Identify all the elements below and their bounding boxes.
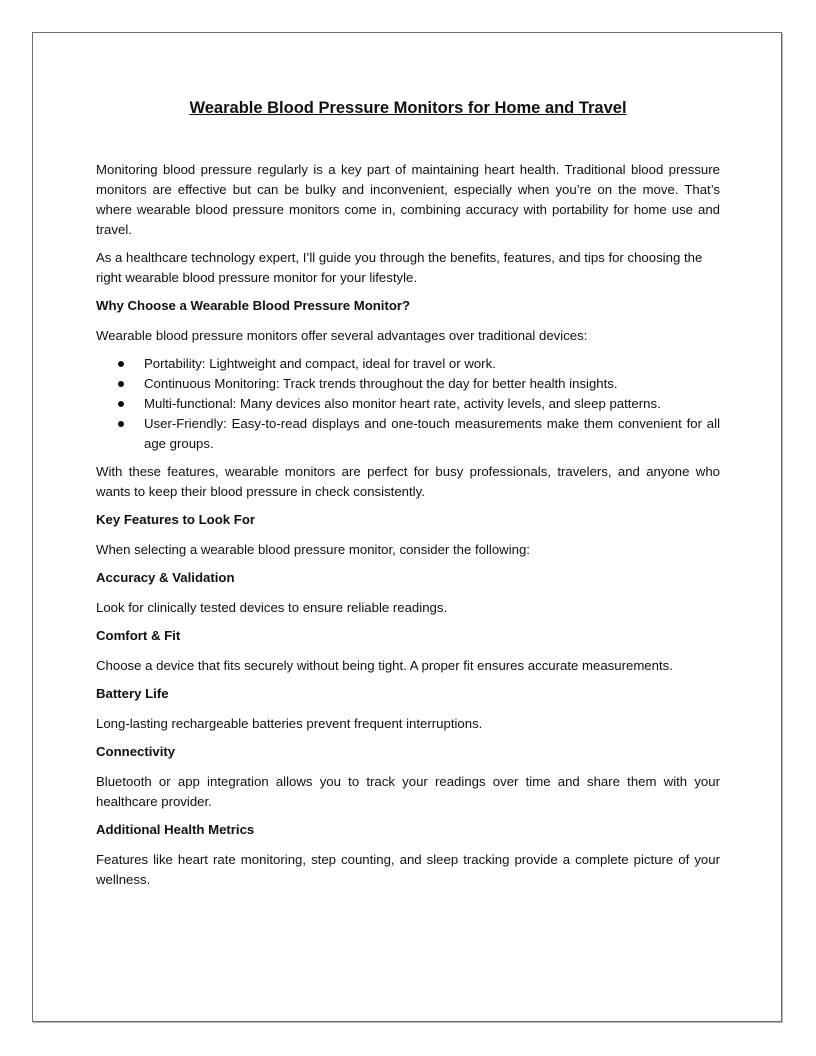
feature-heading-accuracy: Accuracy & Validation: [96, 570, 235, 585]
feature-text-battery: Long-lasting rechargeable batteries prevent frequent interruptions.: [96, 716, 483, 731]
bullet-icon: [118, 421, 124, 427]
feature-heading-health-metrics: Additional Health Metrics: [96, 822, 255, 837]
list-item: [96, 414, 720, 454]
feature-text-health-metrics: Features like heart rate monitoring, step counting, and sleep tracking provide a complete picture of your wellness.: [96, 852, 720, 887]
feature-heading-connectivity: Connectivity: [96, 744, 176, 759]
list-item: [96, 374, 720, 394]
feature-text-accuracy: Look for clinically tested devices to ensure reliable readings.: [96, 600, 448, 615]
why-choose-closing: With these features, wearable monitors are perfect for busy professionals, travelers, and anyone who wants to keep their blood pressure in check consistently.: [96, 464, 720, 499]
advantages-list: [96, 354, 720, 454]
list-item-text: Portability: Lightweight and compact, ideal for travel or work.: [144, 356, 496, 371]
list-item-text: Multi-functional: Many devices also monitor heart rate, activity levels, and sleep patterns.: [144, 396, 661, 411]
why-choose-lead: Wearable blood pressure monitors offer several advantages over traditional devices:: [96, 328, 588, 343]
bullet-icon: [118, 361, 124, 367]
bullet-icon: [118, 381, 124, 387]
bullet-icon: [118, 401, 124, 407]
section-heading-key-features: Key Features to Look For: [96, 512, 256, 527]
feature-text-connectivity: Bluetooth or app integration allows you to track your readings over time and share them with your healthcare provider.: [96, 774, 720, 809]
list-item: [96, 394, 720, 414]
feature-heading-comfort: Comfort & Fit: [96, 628, 181, 643]
intro-paragraph-1: Monitoring blood pressure regularly is a key part of maintaining heart health. Traditional blood pressure monitors are effective but can be bulky and inconvenient, especially when you’re on the move. That’s where wearable blood pressure monitors come in, combining accuracy with portability for home use and travel.: [96, 162, 720, 237]
document-title: Wearable Blood Pressure Monitors for Home and Travel: [189, 99, 627, 117]
feature-heading-battery: Battery Life: [96, 686, 169, 701]
list-item-text: Continuous Monitoring: Track trends throughout the day for better health insights.: [144, 376, 618, 391]
list-item: [96, 354, 720, 374]
list-item-text: User-Friendly: Easy-to-read displays and one-touch measurements make them convenient for all age groups.: [144, 416, 720, 451]
feature-text-comfort: Choose a device that fits securely without being tight. A proper fit ensures accurate measurements.: [96, 658, 673, 673]
key-features-lead: When selecting a wearable blood pressure monitor, consider the following:: [96, 542, 530, 557]
document-body: [96, 97, 720, 898]
intro-paragraph-2: As a healthcare technology expert, I’ll guide you through the benefits, features, and tips for choosing the right wearable blood pressure monitor for your lifestyle.: [96, 250, 703, 285]
section-heading-why-choose: Why Choose a Wearable Blood Pressure Monitor?: [96, 298, 411, 313]
